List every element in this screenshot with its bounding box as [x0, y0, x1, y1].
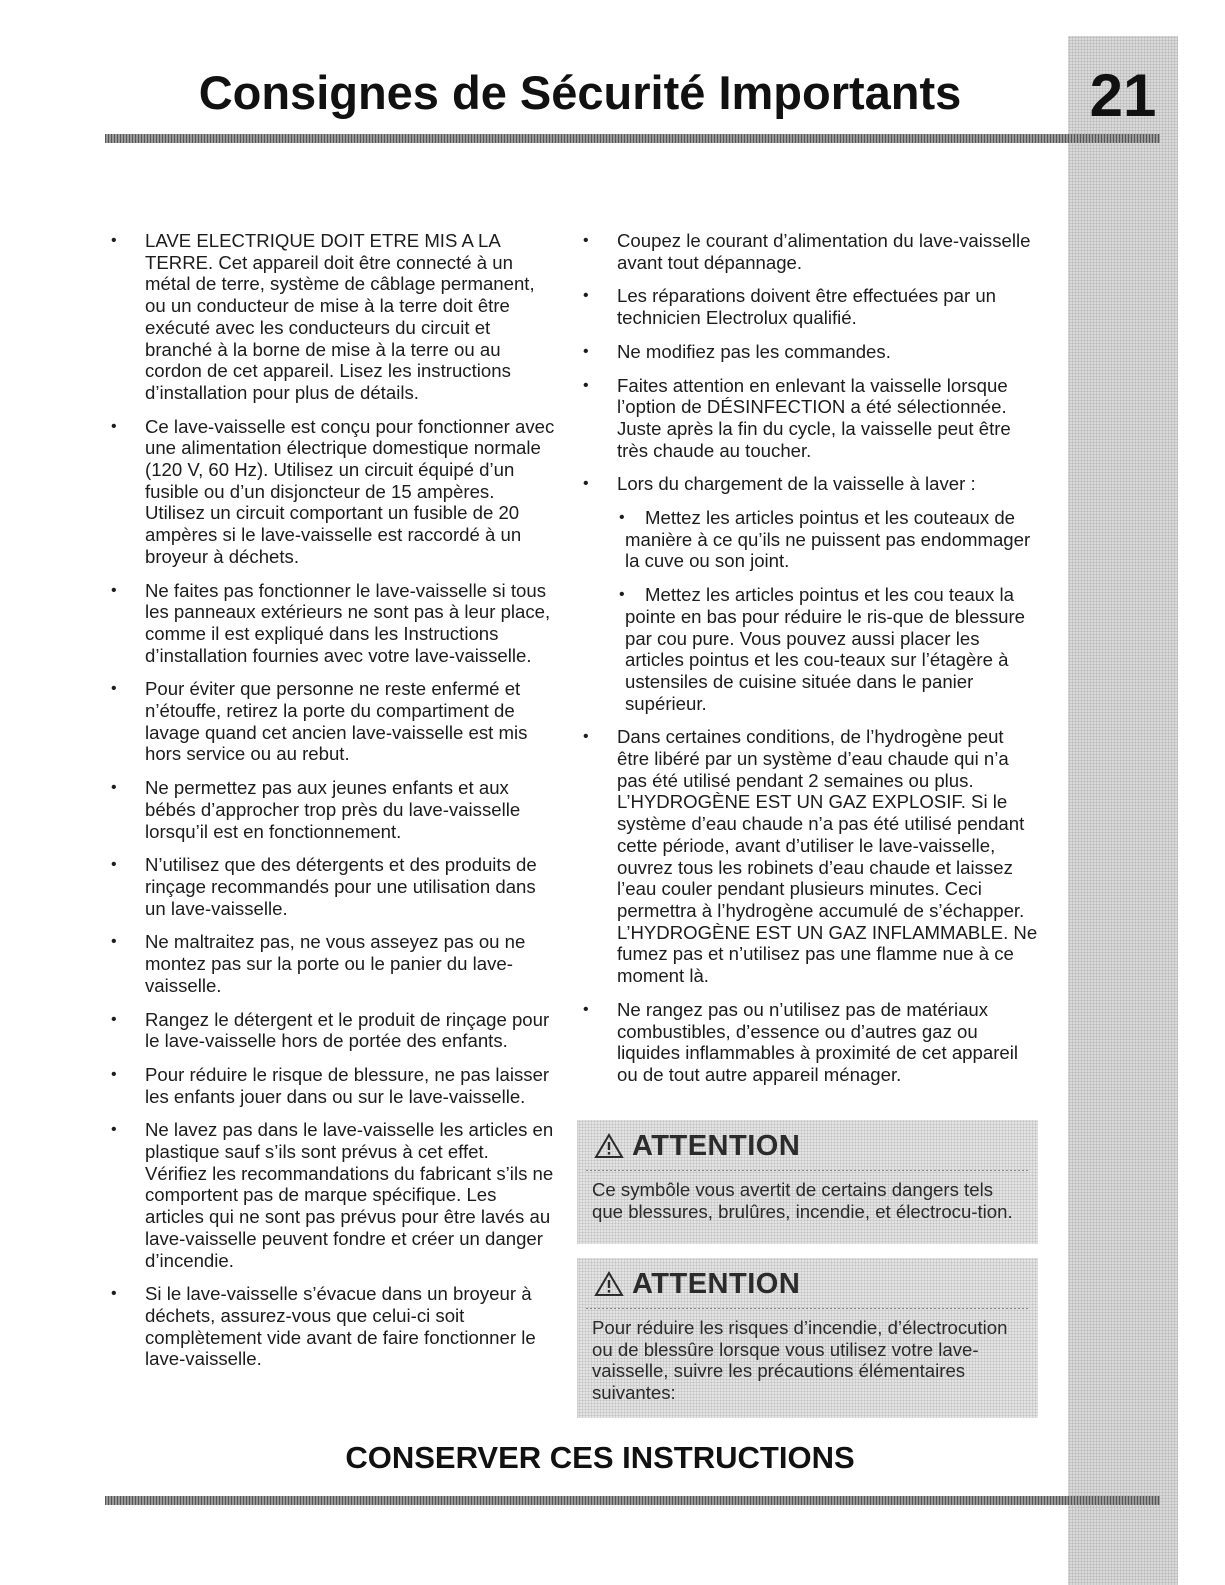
item-text: Ne maltraitez pas, ne vous asseyez pas ou ne montez pas sur la porte ou le panier du lave-vaisselle.: [145, 931, 526, 996]
list-item: [105, 1283, 555, 1370]
list-item: [105, 230, 555, 404]
bullet-icon: •: [619, 586, 625, 604]
list-item: [105, 1009, 555, 1052]
bullet-icon: •: [111, 417, 117, 435]
right-column: [577, 230, 1039, 1098]
bullet-icon: •: [111, 232, 117, 249]
attention-box: [577, 1120, 1038, 1244]
list-item: [577, 726, 1039, 986]
bullet-icon: •: [111, 1065, 117, 1083]
item-text: Pour réduire le risque de blessure, ne pas laisser les enfants jouer dans ou sur le lave-vaisselle.: [145, 1063, 550, 1107]
list-item: [577, 230, 1039, 273]
item-text: Ne rangez pas ou n’utilisez pas de matériaux combustibles, d’essence ou d’autres gaz ou liquides inflammables à proximité de cet appareil ou de tout autre appareil ménager.: [617, 998, 1019, 1085]
bullet-icon: •: [111, 581, 117, 599]
bullet-icon: •: [583, 728, 589, 746]
item-text: Si le lave-vaisselle s’évacue dans un broyeur à déchets, assurez-vous que celui-ci soit complètement vide avant de faire fonctionner le lave-vaisselle.: [145, 1283, 536, 1370]
footer-title: CONSERVER CES INSTRUCTIONS: [345, 1440, 855, 1475]
item-text: N’utilisez que des détergents et des produits de rinçage recommandés pour une utilisation dans un lave-vaisselle.: [145, 854, 537, 919]
side-tab: [1068, 36, 1178, 1585]
item-text: Rangez le détergent et le produit de rinçage pour le lave-vaisselle hors de portée des enfants.: [145, 1008, 550, 1052]
item-text: Mettez les articles pointus et les couteaux de manière à ce qu’ils ne puissent pas endommager la cuve ou son joint.: [625, 507, 1031, 572]
sub-list-item: [577, 584, 1039, 714]
item-text: LAVE ELECTRIQUE DOIT ETRE MIS A LA TERRE. Cet appareil doit être connecté à un métal de terre, système de câblage permanent, ou un conducteur de mise à la terre doit être exécuté avec les conducteurs du circuit et branché à la borne de mise à la terre ou au cordon de cet appareil. Lisez les instructions d’installation pour plus de détails.: [145, 230, 535, 403]
list-item: [577, 341, 1039, 363]
bullet-icon: •: [583, 376, 589, 394]
attention-heading: [578, 1120, 1038, 1166]
item-text: Les réparations doivent être effectuées par un technicien Electrolux qualifié.: [617, 285, 997, 329]
bullet-icon: •: [583, 287, 589, 305]
list-item: [105, 777, 555, 842]
attention-heading: [578, 1258, 1038, 1304]
attention-text: Pour réduire les risques d’incendie, d’électrocution ou de blessûre lorsque vous utilisez votre lave-vaisselle, suivre les précautions élémentaires suivantes:: [592, 1317, 1008, 1404]
item-text: Ne permettez pas aux jeunes enfants et aux bébés d’approcher trop près du lave-vaisselle lorsqu’il est en fonctionnement.: [145, 777, 521, 842]
attention-label: ATTENTION: [632, 1267, 801, 1300]
item-text: Dans certaines conditions, de l’hydrogène peut être libéré par un système d’eau chaude qui n’a pas été utilisé pendant 2 semaines ou plus. L’HYDROGÈNE EST UN GAZ EXPLOSIF. Si le système d’eau chaude n’a pas été utilisé pendant cette période, avant d’utiliser le lave-vaisselle, ouvrez tous les robinets d’eau chaude et laissez l’eau couler pendant plusieurs minutes. Ceci permettra à l’hydrogène accumulé de s’échapper. L’HYDROGÈNE EST UN GAZ INFLAMMABLE. Ne fumez pas et n’utilisez pas une flamme nue à ce moment là.: [617, 726, 1038, 987]
bullet-icon: •: [111, 779, 117, 797]
list-item: [105, 854, 555, 919]
bullet-icon: •: [583, 475, 589, 493]
item-text: Coupez le courant d’alimentation du lave-vaisselle avant tout dépannage.: [617, 230, 1031, 273]
item-text: Ce lave-vaisselle est conçu pour fonctionner avec une alimentation électrique domestique normale (120 V, 60 Hz). Utilisez un circuit équipé d’un fusible ou d’un disjoncteur de 15 ampères. Utilisez un circuit comportant un fusible de 20 ampères si le lave-vaisselle est raccordé à un broyeur à déchets.: [145, 415, 555, 567]
attention-divider: [586, 1170, 1028, 1171]
sub-list-item: [577, 507, 1039, 572]
bullet-icon: •: [111, 1010, 117, 1028]
left-column: [105, 230, 555, 1382]
item-text: Faites attention en enlevant la vaisselle lorsque l’option de DÉSINFECTION a été sélectionnée. Juste après la fin du cycle, la vaisselle peut être très chaude au toucher.: [617, 374, 1011, 461]
list-item: [577, 285, 1039, 328]
item-text: Pour éviter que personne ne reste enfermé et n’étouffe, retirez la porte du compartiment de lavage quand cet ancien lave-vaisselle est mis hors service ou au rebut.: [145, 678, 528, 765]
bullet-icon: •: [111, 1285, 117, 1303]
bullet-icon: •: [111, 1121, 117, 1139]
item-text: Ne lavez pas dans le lave-vaisselle les articles en plastique sauf s’ils sont prévus à cet effet. Vérifiez les recommandations du fabricant s’ils ne comportent pas de marque spécifique. Les articles qui ne sont pas prévus pour être lavés au lave-vaisselle peuvent fondre et créer un danger d’incendie.: [145, 1119, 554, 1271]
bullet-icon: •: [583, 232, 589, 249]
bullet-icon: •: [111, 933, 117, 951]
page-number: 21: [1089, 62, 1157, 129]
item-text: Mettez les articles pointus et les cou teaux la pointe en bas pour réduire le ris-que de blessure par cou pure. Vous pouvez aussi placer les articles pointus et les cou-teaux sur l’étagère à ustensiles de cuisine située dans le panier supérieur.: [625, 584, 1026, 714]
header-rule: [105, 134, 1160, 143]
attention-box: [577, 1258, 1038, 1418]
bullet-icon: •: [111, 680, 117, 698]
warning-triangle-icon: [594, 1271, 624, 1297]
list-item: [105, 1064, 555, 1107]
attention-divider: [586, 1308, 1028, 1309]
list-item: [105, 931, 555, 996]
warning-triangle-icon: [594, 1133, 624, 1159]
list-item: [105, 416, 555, 568]
attention-text: Ce symbôle vous avertit de certains dangers tels que blessures, brulûres, incendie, et électrocu-tion.: [592, 1179, 1013, 1222]
attention-label: ATTENTION: [632, 1129, 801, 1162]
bullet-icon: •: [583, 342, 589, 360]
list-item: [577, 999, 1039, 1086]
footer-rule: [105, 1496, 1160, 1505]
item-text: Ne faites pas fonctionner le lave-vaisselle si tous les panneaux extérieurs ne sont pas à leur place, comme il est expliqué dans les Instructions d’installation fournies avec votre lave-vaisselle.: [145, 579, 551, 666]
item-text: Ne modifiez pas les commandes.: [617, 340, 891, 362]
list-item: [105, 580, 555, 667]
bullet-icon: •: [583, 1000, 589, 1018]
item-text: Lors du chargement de la vaisselle à laver :: [617, 473, 976, 495]
list-item: [105, 678, 555, 765]
bullet-icon: •: [619, 509, 625, 527]
bullet-icon: •: [111, 856, 117, 874]
list-item: [105, 1119, 555, 1271]
list-item: [577, 473, 1039, 495]
page-title: Consignes de Sécurité Importants: [198, 66, 962, 119]
list-item: [577, 375, 1039, 462]
